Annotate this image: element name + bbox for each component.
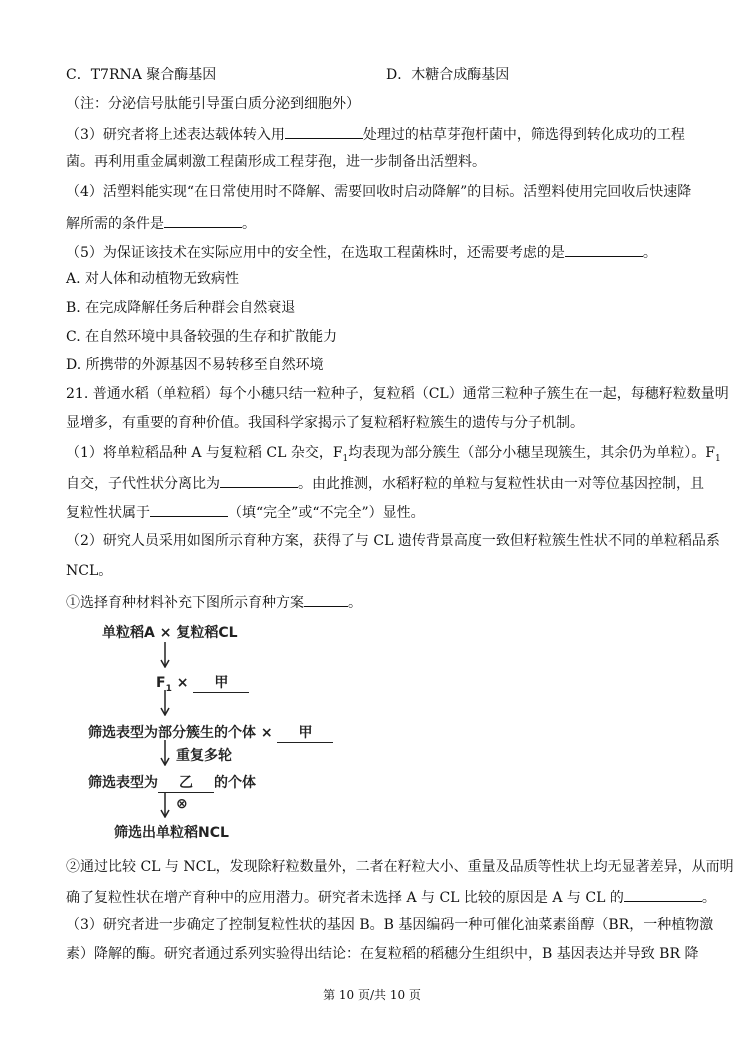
answer-blank[interactable] bbox=[304, 592, 348, 607]
p1-text-d: 。由此推测，水稻籽粒的单粒与复粒性状由一对等位基因控制，且 bbox=[298, 476, 704, 492]
blank-yi: 乙 bbox=[158, 772, 214, 793]
p1-text-f: （填“完全”或“不完全”）显性。 bbox=[228, 505, 425, 521]
subscript: 1 bbox=[715, 453, 721, 464]
s2-text-a: 确了复粒性状在增产育种中的应用潜力。研究者未选择 A 与 CL 比较的原因是 A 与 CL 的 bbox=[66, 890, 624, 906]
p2-sub1-end: 。 bbox=[348, 595, 362, 611]
down-arrow-icon bbox=[160, 642, 170, 668]
diagram-step1: 单粒稻A × 复粒稻CL bbox=[102, 625, 238, 641]
q21-p2-line2: NCL。 bbox=[66, 563, 113, 579]
step3-text: 筛选表型为部分簇生的个体 × bbox=[88, 725, 278, 741]
q21-p1-line1 bbox=[66, 444, 721, 468]
answer-blank[interactable] bbox=[220, 473, 298, 488]
answer-blank[interactable] bbox=[164, 213, 242, 228]
q3-text-a: （3）研究者将上述表达载体转入用 bbox=[66, 127, 285, 143]
subscript: 1 bbox=[342, 453, 349, 464]
q3-text-b: 处理过的枯草芽孢杆菌中，筛选得到转化成功的工程 bbox=[362, 127, 685, 143]
q5-option-b: B. 在完成降解任务后种群会自然衰退 bbox=[66, 300, 296, 316]
diagram-step5: 筛选出单粒稻NCL bbox=[114, 825, 229, 841]
q21-p1-line2 bbox=[66, 473, 704, 493]
s2-line1: ②通过比较 CL 与 NCL，发现除籽粒数量外，二者在籽粒大小、重量及品质等性状上均无显著差异，从而明 bbox=[66, 859, 734, 875]
p3-line1: （3）研究者进一步确定了控制复粒性状的基因 B。B 基因编码一种可催化油菜素甾醇（BR，一种植物激 bbox=[66, 917, 714, 933]
blank-jia: 甲 bbox=[277, 722, 333, 743]
option-c: C．T7RNA 聚合酶基因 bbox=[66, 67, 217, 83]
s2-text-b: 。 bbox=[701, 890, 716, 906]
q3-line1 bbox=[66, 124, 685, 144]
p1-text-b: 均表现为部分簇生（部分小穗呈现簇生，其余仍为单粒）。F bbox=[348, 445, 715, 461]
q21-p2-line1: （2）研究人员采用如图所示育种方案，获得了与 CL 遗传背景高度一致但籽粒簇生性状不同的单粒稻品系 bbox=[66, 533, 720, 549]
q5-option-d: D. 所携带的外源基因不易转移至自然环境 bbox=[66, 357, 324, 373]
answer-blank[interactable] bbox=[565, 242, 643, 257]
diagram-step4 bbox=[88, 772, 256, 793]
down-arrow-icon bbox=[160, 690, 170, 716]
q21-line2: 显增多，有重要的育种价值。我国科学家揭示了复粒稻籽粒簇生的遗传与分子机制。 bbox=[66, 415, 584, 431]
q21-line1: 21. 普通水稻（单粒稻）每个小穗只结一粒种子，复粒稻（CL）通常三粒种子簇生在一起，每穗籽粒数量明 bbox=[66, 386, 729, 402]
q5-text-b: 。 bbox=[642, 245, 657, 261]
step4-text-b: 的个体 bbox=[214, 775, 256, 791]
q4-line1: （4）活塑料能实现“在日常使用时不降解、需要回收时启动降解”的目标。活塑料使用完回收后快速降 bbox=[66, 184, 692, 200]
s2-line2 bbox=[66, 887, 716, 907]
note: （注：分泌信号肽能引导蛋白质分泌到细胞外） bbox=[66, 96, 360, 112]
q21-p2-sub1 bbox=[66, 592, 362, 612]
q5-option-c: C. 在自然环境中具备较强的生存和扩散能力 bbox=[66, 329, 338, 345]
q5-question bbox=[66, 242, 657, 262]
q4-line2 bbox=[66, 213, 256, 233]
p1-text-a: （1）将单粒稻品种 A 与复粒稻 CL 杂交，F bbox=[66, 445, 343, 461]
q4-text-a: 解所需的条件是 bbox=[66, 216, 164, 232]
selfing-icon: ⊗ bbox=[176, 796, 188, 812]
down-arrow-icon bbox=[160, 792, 170, 818]
p3-line2: 素）降解的酶。研究者通过系列实验得出结论：在复粒稻的稻穗分生组织中，B 基因表达并导致 BR 降 bbox=[66, 946, 699, 962]
down-arrow-icon bbox=[160, 740, 170, 766]
f-label: F bbox=[156, 675, 166, 691]
page-footer: 第 10 页/共 10 页 bbox=[323, 988, 421, 1002]
p2-sub1-text: ①选择育种材料补充下图所示育种方案 bbox=[66, 595, 304, 611]
q4-text-b: 。 bbox=[242, 216, 256, 232]
subscript: 1 bbox=[165, 683, 172, 694]
p1-text-c: 自交，子代性状分离比为 bbox=[66, 476, 220, 492]
arrow-label-repeat: 重复多轮 bbox=[176, 748, 232, 764]
answer-blank[interactable] bbox=[150, 502, 228, 517]
diagram-step3 bbox=[88, 722, 333, 743]
q5-text-a: （5）为保证该技术在实际应用中的安全性，在选取工程菌株时，还需要考虑的是 bbox=[66, 245, 565, 261]
answer-blank[interactable] bbox=[285, 124, 363, 139]
q5-option-a: A. 对人体和动植物无致病性 bbox=[66, 271, 240, 287]
step4-text-a: 筛选表型为 bbox=[88, 775, 158, 791]
p1-text-e: 复粒性状属于 bbox=[66, 505, 150, 521]
answer-blank[interactable] bbox=[624, 887, 702, 902]
q3-line2: 菌。再利用重金属刺激工程菌形成工程芽孢，进一步制备出活塑料。 bbox=[66, 154, 486, 170]
blank-jia: 甲 bbox=[193, 672, 249, 693]
q21-p1-line3 bbox=[66, 502, 425, 522]
option-d: D．木糖合成酶基因 bbox=[386, 67, 510, 83]
cross-sign: × bbox=[171, 675, 194, 691]
